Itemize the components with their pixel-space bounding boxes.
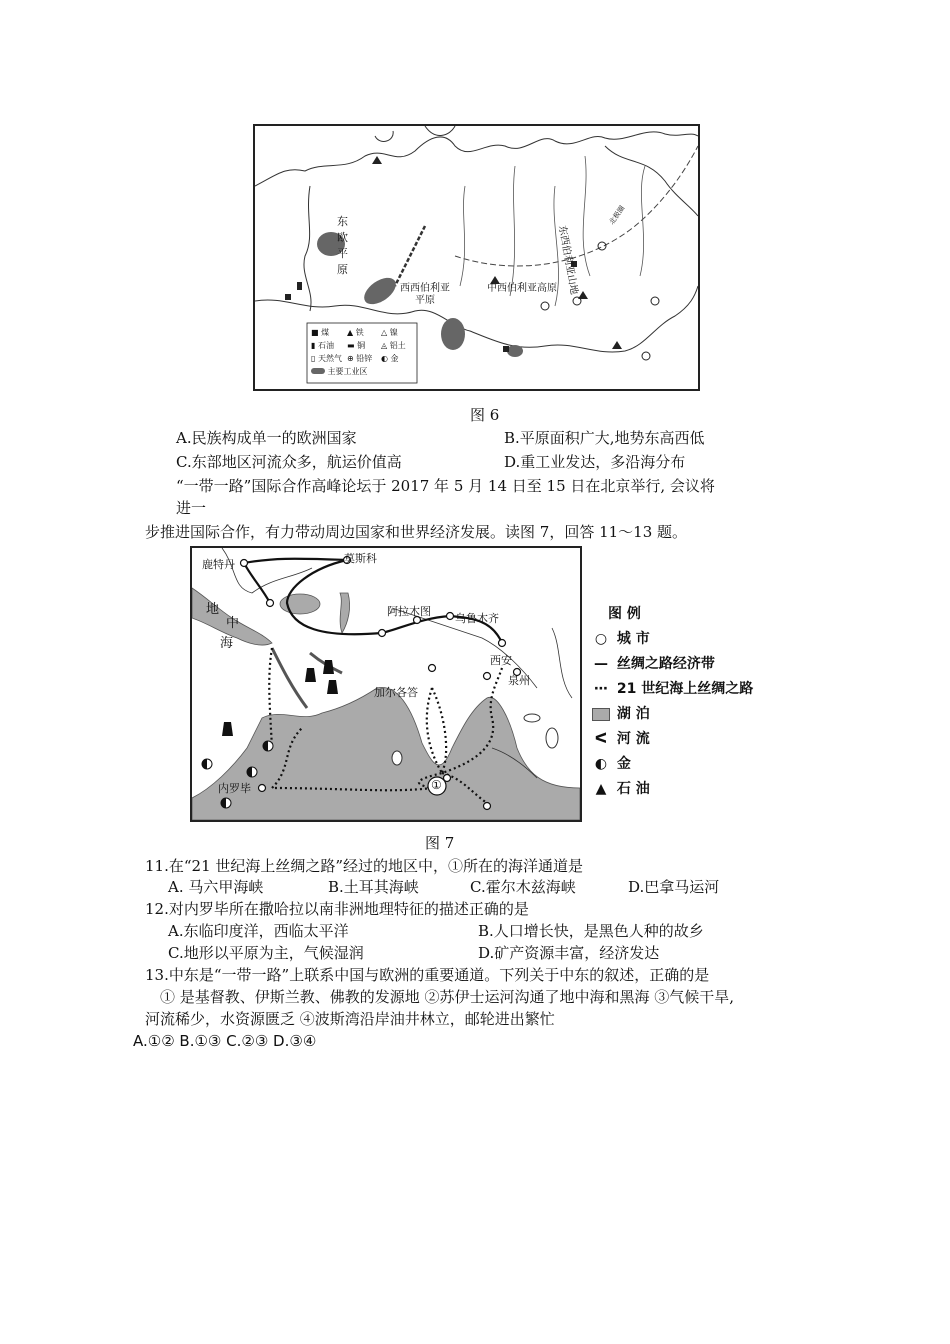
label-mediterranean-2: 中 — [226, 616, 240, 631]
figure6-caption: 图 6 — [470, 406, 500, 424]
river-icon: ᐸ — [594, 731, 608, 747]
figure7-map — [190, 546, 582, 822]
q10-option-a: A.民族构成单一的欧洲国家 — [176, 429, 357, 447]
lake-icon — [590, 702, 612, 727]
oil-icon: ▮ — [311, 341, 316, 350]
city-rotterdam: 鹿特丹 — [202, 558, 235, 571]
bauxite-icon: ◬ — [381, 341, 388, 350]
city-icon: ○ — [594, 631, 608, 647]
figure6-legend: ■ 煤 ▲ 铁 △ 镍 ▮ 石油 ▬ 铜 ◬ 铝土 ▯ 天然气 ⊕ 铅锌 ◐ 金 主要工业区 — [311, 328, 406, 376]
q12-option-d: D.矿产资源丰富，经济发达 — [478, 944, 660, 962]
city-xian: 西安 — [490, 654, 512, 667]
gold-icon: ◐ — [594, 756, 608, 772]
figure6-map — [253, 124, 700, 391]
coal-icon: ■ — [311, 328, 319, 337]
q12-stem: 12.对内罗毕所在撒哈拉以南非洲地理特征的描述正确的是 — [145, 900, 529, 918]
q12-option-b: B.人口增长快，是黑色人种的故乡 — [478, 922, 704, 940]
label-mediterranean-3: 海 — [220, 636, 234, 651]
q13-line-2: 河流稀少，水资源匮乏 ④波斯湾沿岸油井林立，邮轮进出繁忙 — [145, 1010, 555, 1028]
q10-option-c: C.东部地区河流众多，航运价值高 — [176, 453, 402, 471]
figure7-legend: 图 例 ○ 城 市 — 丝绸之路经济带 ⋯ 21 世纪海上丝绸之路 湖 泊 ᐸ 河 流 ◐ 金 ▲ 石 油 — [590, 602, 753, 802]
city-quanzhou: 泉州 — [508, 674, 530, 687]
q13-stem: 13.中东是“一带一路”上联系中国与欧洲的重要通道。下列关于中东的叙述，正确的是 — [145, 966, 710, 984]
intro-line-1: “一带一路”国际合作高峰论坛于 2017 年 5 月 14 日至 15 日在北京举行, 会议将 — [176, 477, 715, 495]
iron-icon: ▲ — [347, 328, 354, 337]
city-kolkata: 加尔各答 — [374, 686, 418, 699]
copper-icon: ▬ — [347, 341, 355, 350]
q11-option-c: C.霍尔木兹海峡 — [470, 878, 576, 896]
q10-option-b: B.平原面积广大,地势东高西低 — [504, 429, 705, 447]
intro-line-3: 步推进国际合作，有力带动周边国家和世界经济发展。读图 7，回答 11～13 题。 — [145, 523, 688, 541]
city-urumqi: 乌鲁木齐 — [455, 612, 499, 625]
gold-icon: ◐ — [381, 354, 388, 363]
q12-option-a: A.东临印度洋，西临太平洋 — [168, 922, 349, 940]
figure7-caption: 图 7 — [425, 834, 455, 852]
nickel-icon: △ — [381, 328, 388, 337]
label-east-siberian-mountains: 东西伯利亚山地 — [556, 224, 580, 296]
industrial-area-icon — [311, 368, 325, 374]
q11-stem: 11.在“21 世纪海上丝绸之路”经过的地区中，①所在的海洋通道是 — [145, 857, 584, 875]
intro-line-2: 进一 — [176, 499, 207, 517]
city-nairobi: 内罗毕 — [218, 782, 251, 795]
gas-icon: ▯ — [311, 354, 316, 363]
legend-title: 图 例 — [608, 606, 641, 622]
leadzinc-icon: ⊕ — [347, 354, 354, 363]
q13-line-1: ① 是基督教、伊斯兰教、佛教的发源地 ②苏伊士运河沟通了地中海和黑海 ③气候干旱, — [160, 988, 735, 1006]
city-moscow: 莫斯科 — [344, 552, 377, 565]
q10-option-d: D.重工业发达，多沿海分布 — [504, 453, 686, 471]
q12-option-c: C.地形以平原为主，气候湿润 — [168, 944, 364, 962]
label-west-siberian-plain: 西西伯利亚 平原 — [400, 283, 450, 306]
q11-option-a: A. 马六甲海峡 — [168, 878, 264, 896]
label-arctic-circle: 北极圈 — [607, 204, 627, 227]
oil-icon: ▲ — [595, 781, 607, 797]
maritime-line-icon: ⋯ — [594, 681, 608, 697]
q11-option-b: B.土耳其海峡 — [328, 878, 419, 896]
belt-line-icon: — — [594, 656, 608, 672]
q11-option-d: D.巴拿马运河 — [628, 878, 720, 896]
city-almaty: 阿拉木图 — [387, 605, 431, 618]
q13-options: A.①② B.①③ C.②③ D.③④ — [133, 1032, 317, 1050]
label-central-siberian-plateau: 中西伯利亚高原 — [487, 283, 557, 294]
strait-marker: ① — [431, 778, 442, 792]
label-east-european-plain: 东 欧 平 原 — [337, 215, 348, 276]
label-mediterranean-1: 地 — [206, 602, 220, 617]
